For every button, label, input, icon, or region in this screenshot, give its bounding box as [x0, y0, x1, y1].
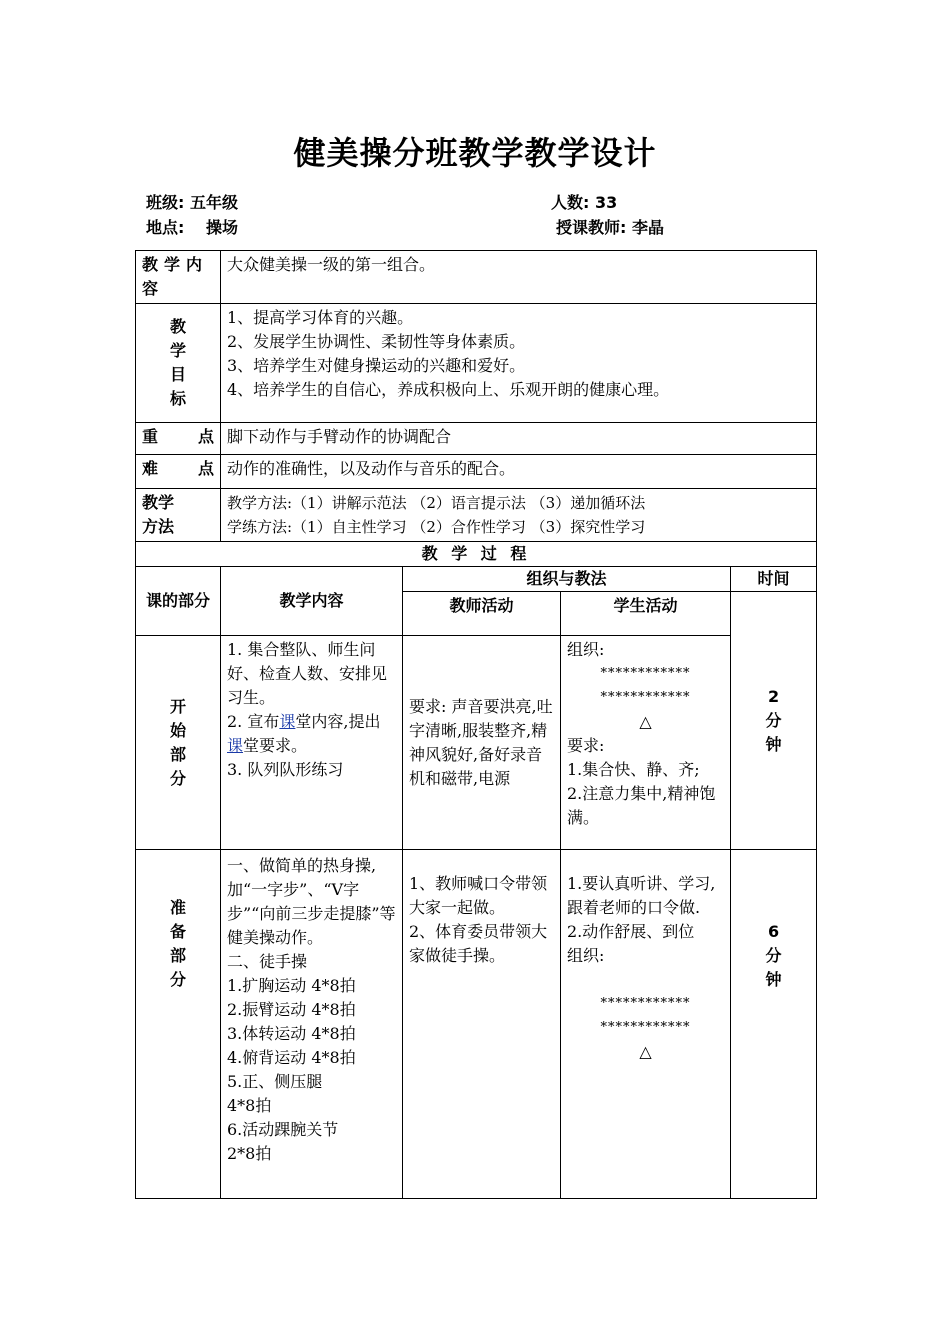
col-content-header: 教学内容 — [221, 567, 403, 636]
methods-label-2: 方法 — [142, 517, 175, 536]
document-title: 健美操分班教学教学设计 — [293, 134, 657, 172]
process-title: 教 学 过 程 — [136, 542, 817, 567]
prep-label-char: 分 — [169, 970, 186, 989]
prep-teacher-item: 2、体育委员带领大家做徒手操。 — [409, 922, 548, 965]
student-req-item: 1.集合快、静、齐; — [567, 760, 700, 779]
teacher-label: 授课教师: — [556, 218, 627, 237]
prep-content-item: 2.振臂运动 4*8拍 — [227, 1000, 356, 1019]
student-org-label: 组织: — [567, 946, 605, 965]
content-text: 大众健美操一级的第一组合。 — [221, 251, 817, 304]
start-content-item — [227, 710, 396, 758]
start-label-char: 始 — [169, 720, 186, 740]
prep-content — [221, 850, 403, 1199]
col-part-header: 课的部分 — [136, 567, 221, 636]
goal-item: 2、发展学生协调性、柔韧性等身体素质。 — [227, 332, 526, 351]
start-teacher-activity: 要求: 声音要洪亮,吐字清晰,服装整齐,精神风貌好,备好录音机和磁带,电源 — [403, 636, 561, 850]
prep-content-item: 二、徒手操 — [227, 952, 308, 971]
prep-time-unit: 分 — [765, 946, 782, 965]
start-label-char: 分 — [169, 768, 186, 788]
formation-row: ************ — [600, 1020, 691, 1035]
class-label: 班级: — [146, 193, 185, 212]
prep-time — [731, 850, 817, 1199]
prep-label — [136, 850, 221, 1199]
process-title-row — [136, 542, 817, 567]
methods-label — [136, 489, 221, 542]
goal-item: 3、培养学生对健身操运动的兴趣和爱好。 — [227, 356, 526, 375]
formation-row: ************ — [600, 666, 691, 681]
link-text[interactable]: 课 — [279, 712, 296, 731]
teacher-position-triangle: △ — [639, 712, 652, 731]
prep-label-char: 备 — [169, 922, 186, 941]
methods-label-1: 教学 — [142, 493, 175, 512]
start-time-unit: 钟 — [765, 734, 782, 754]
prep-time-value: 6 — [767, 922, 780, 941]
methods-row — [136, 489, 817, 542]
lesson-plan-table — [135, 250, 817, 1199]
prep-content-item: 6.活动踝腕关节 — [227, 1120, 339, 1139]
prep-label-char: 部 — [169, 946, 186, 965]
formation-row: ************ — [600, 996, 691, 1011]
start-time-unit: 分 — [765, 710, 782, 730]
formation-row: ************ — [600, 690, 691, 705]
goals-label-char: 目 — [169, 365, 186, 384]
prep-teacher-activity — [403, 850, 561, 1199]
class-value: 五年级 — [189, 193, 238, 212]
count-value: 33 — [594, 193, 618, 212]
goals-list — [221, 304, 817, 423]
key-point-label — [136, 423, 221, 455]
prep-content-item: 4.俯背运动 4*8拍 — [227, 1048, 356, 1067]
place-label: 地点: — [146, 218, 185, 237]
col-student-header: 学生活动 — [561, 592, 731, 636]
prep-student-item: 2.动作舒展、到位 — [567, 922, 695, 941]
prep-content-item: 5.正、侧压腿 — [227, 1072, 323, 1091]
teacher-value: 李晶 — [631, 218, 664, 237]
prep-content-item: 2*8拍 — [227, 1144, 272, 1163]
learning-methods: 学练方法:（1）自主性学习 （2）合作性学习 （3）探究性学习 — [227, 518, 646, 536]
text-segment: 堂内容,提出 — [295, 712, 381, 731]
prep-label-char: 准 — [169, 898, 186, 917]
prep-student-activity — [561, 850, 731, 1199]
goals-label-char: 教 — [169, 317, 186, 336]
goal-item: 4、培养学生的自信心，养成积极向上、乐观开朗的健康心理。 — [227, 380, 670, 399]
col-time-header: 时间 — [731, 567, 817, 592]
link-text[interactable]: 课 — [227, 736, 244, 755]
prep-student-item: 1.要认真听讲、学习,跟着老师的口令做. — [567, 874, 716, 917]
difficulty-label-b: 点 — [197, 459, 214, 478]
prep-time-unit: 钟 — [765, 970, 782, 989]
key-point-label-a: 重 — [142, 427, 159, 446]
content-row — [136, 251, 817, 304]
key-point-label-b: 点 — [197, 427, 214, 446]
start-time-value: 2 — [767, 686, 780, 706]
goal-item: 1、提高学习体育的兴趣。 — [227, 308, 414, 327]
prep-content-item: 1.扩胸运动 4*8拍 — [227, 976, 356, 995]
prep-content-item: 一、做简单的热身操,加“一字步”、“V字步”“向前三步走提膝”等健美操动作。 — [227, 856, 396, 947]
start-time — [731, 592, 817, 850]
prep-content-item: 3.体转运动 4*8拍 — [227, 1024, 356, 1043]
goals-label-char: 学 — [169, 341, 186, 360]
place-value: 操场 — [205, 218, 238, 237]
goals-row — [136, 304, 817, 423]
start-content-item: 1. 集合整队、师生问好、检查人数、安排见习生。 — [227, 640, 388, 707]
key-point-text: 脚下动作与手臂动作的协调配合 — [221, 423, 817, 455]
col-teacher-header: 教师活动 — [403, 592, 561, 636]
teaching-methods: 教学方法:（1）讲解示范法 （2）语言提示法 （3）递加循环法 — [227, 494, 646, 512]
goals-label-char: 标 — [169, 389, 186, 408]
difficulty-label-a: 难 — [142, 459, 159, 478]
student-org-label: 组织: — [567, 640, 605, 659]
class-info — [146, 190, 238, 213]
count-info — [551, 190, 617, 213]
prep-content-item: 4*8拍 — [227, 1096, 272, 1115]
start-content — [221, 636, 403, 850]
teacher-info — [556, 215, 664, 238]
prep-row — [136, 850, 817, 1199]
difficulty-label — [136, 455, 221, 489]
student-req-label: 要求: — [567, 736, 605, 755]
start-label-char: 开 — [169, 696, 186, 716]
text-segment: 2. 宣布 — [227, 712, 280, 731]
text-segment: 堂要求。 — [243, 736, 308, 755]
count-label: 人数: — [551, 193, 590, 212]
place-info — [146, 215, 238, 238]
start-student-activity — [561, 636, 731, 850]
start-row — [136, 636, 817, 850]
methods-text — [221, 489, 817, 542]
start-content-item: 3. 队列队形练习 — [227, 760, 344, 779]
prep-teacher-item: 1、教师喊口令带领大家一起做。 — [409, 874, 548, 917]
student-req-item: 2.注意力集中,精神饱满。 — [567, 784, 716, 827]
col-org-header: 组织与教法 — [403, 567, 731, 592]
content-label: 教学内容 — [136, 251, 221, 304]
key-point-row — [136, 423, 817, 455]
spacer — [567, 968, 724, 992]
start-label-char: 部 — [169, 744, 186, 764]
process-header-row-1 — [136, 567, 817, 592]
start-label — [136, 636, 221, 850]
difficulty-text: 动作的准确性，以及动作与音乐的配合。 — [221, 455, 817, 489]
difficulty-row — [136, 455, 817, 489]
teacher-position-triangle: △ — [639, 1042, 652, 1061]
goals-label — [136, 304, 221, 423]
